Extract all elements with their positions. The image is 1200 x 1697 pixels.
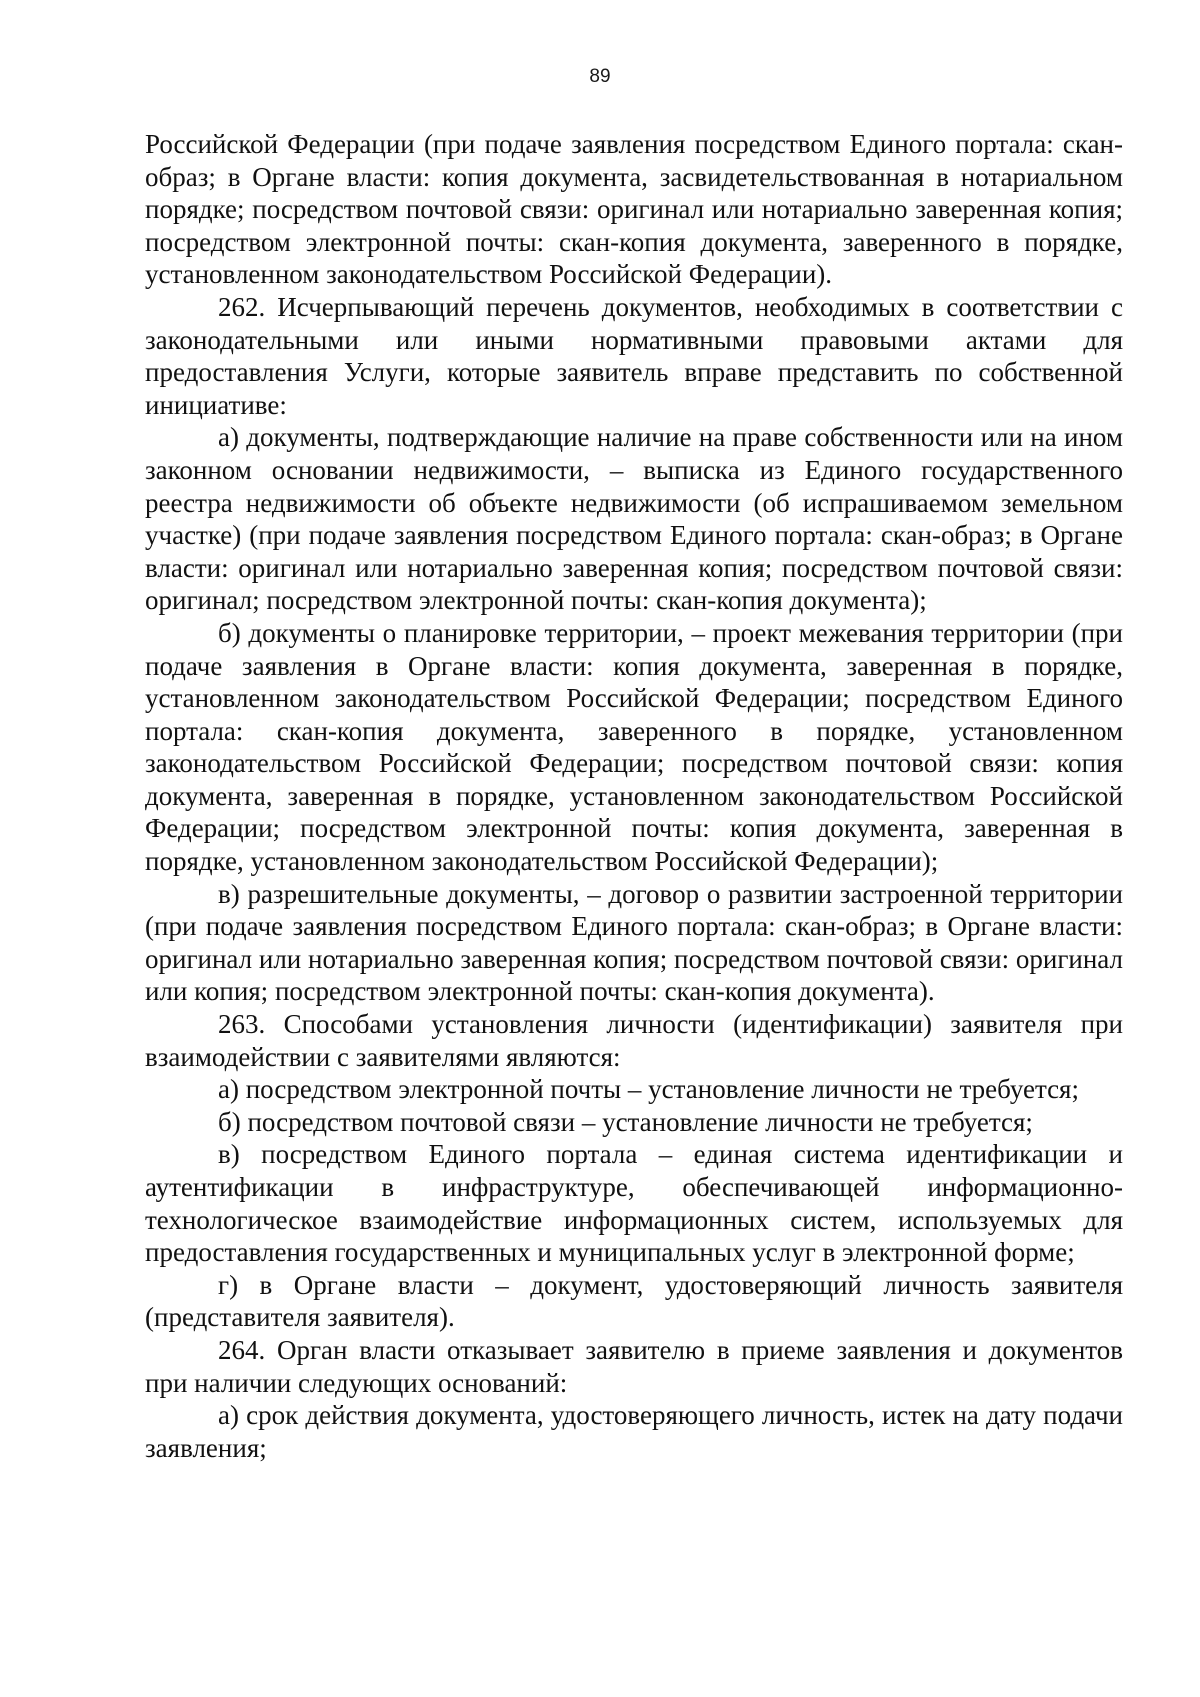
paragraph-262-v: в) разрешительные документы, – договор о развитии застроенной территории (при подаче заявления посредством Единого портала: скан-образ; в Органе власти: оригинал или нотариально заверенная копия; посредством почтовой связи: оригинал или копия; посредством электронной почты: скан-копия документа).: [145, 878, 1123, 1007]
paragraph-263-g: г) в Органе власти – документ, удостоверяющий личность заявителя (представителя заявителя).: [145, 1269, 1123, 1333]
paragraph-263: 263. Способами установления личности (идентификации) заявителя при взаимодействии с заявителями являются:: [145, 1009, 1123, 1072]
paragraph-263-a: а) посредством электронной почты – установление личности не требуется;: [218, 1074, 1079, 1105]
paragraph-264: 264. Орган власти отказывает заявителю в приеме заявления и документов при наличии следующих оснований:: [145, 1334, 1123, 1398]
page-number: 89: [589, 66, 611, 87]
paragraph-264-a: а) срок действия документа, удостоверяющего личность, истек на дату подачи заявления;: [145, 1400, 1123, 1463]
paragraph-263-b: б) посредством почтовой связи – установление личности не требуется;: [218, 1106, 1033, 1137]
paragraph-263-v: в) посредством Единого портала – единая система идентификации и аутентификации в инфраструктуре, обеспечивающей информационно-технологическое взаимодействие информационных систем, используемых для предоставления государственных и муниципальных услуг в электронной форме;: [145, 1139, 1123, 1268]
paragraph-continuation: Российской Федерации (при подаче заявления посредством Единого портала: скан-образ; в Органе власти: копия документа, засвидетельствованная в нотариальном порядке; посредством почтовой связи: оригинал или нотариально заверенная копия; посредством электронной почты: скан-копия документа, заверенного в порядке, установленном законодательством Российской Федерации).: [145, 129, 1123, 290]
paragraph-262-a: а) документы, подтверждающие наличие на праве собственности или на ином законном основании недвижимости, – выписка из Единого государственного реестра недвижимости об объекте недвижимости (об испрашиваемом земельном участке) (при подаче заявления посредством Единого портала: скан-образ; в Органе власти: оригинал или нотариально заверенная копия; посредством почтовой связи: оригинал; посредством электронной почты: скан-копия документа);: [145, 422, 1123, 616]
paragraph-262-b: б) документы о планировке территории, – проект межевания территории (при подаче заявления в Органе власти: копия документа, заверенная в порядке, установленном законодательством Российской Федерации; посредством Единого портала: скан-копия документа, заверенного в порядке, установленном законодательством Российской Федерации; посредством почтовой связи: копия документа, заверенная в порядке, установленном законодательством Российской Федерации; посредством электронной почты: копия документа, заверенная в порядке, установленном законодательством Российской Федерации);: [145, 617, 1123, 877]
paragraph-262: 262. Исчерпывающий перечень документов, необходимых в соответствии с законодательными или иными нормативными правовыми актами для предоставления Услуги, которые заявитель вправе представить по собственной инициативе:: [145, 291, 1123, 420]
document-body: [145, 128, 1123, 1464]
